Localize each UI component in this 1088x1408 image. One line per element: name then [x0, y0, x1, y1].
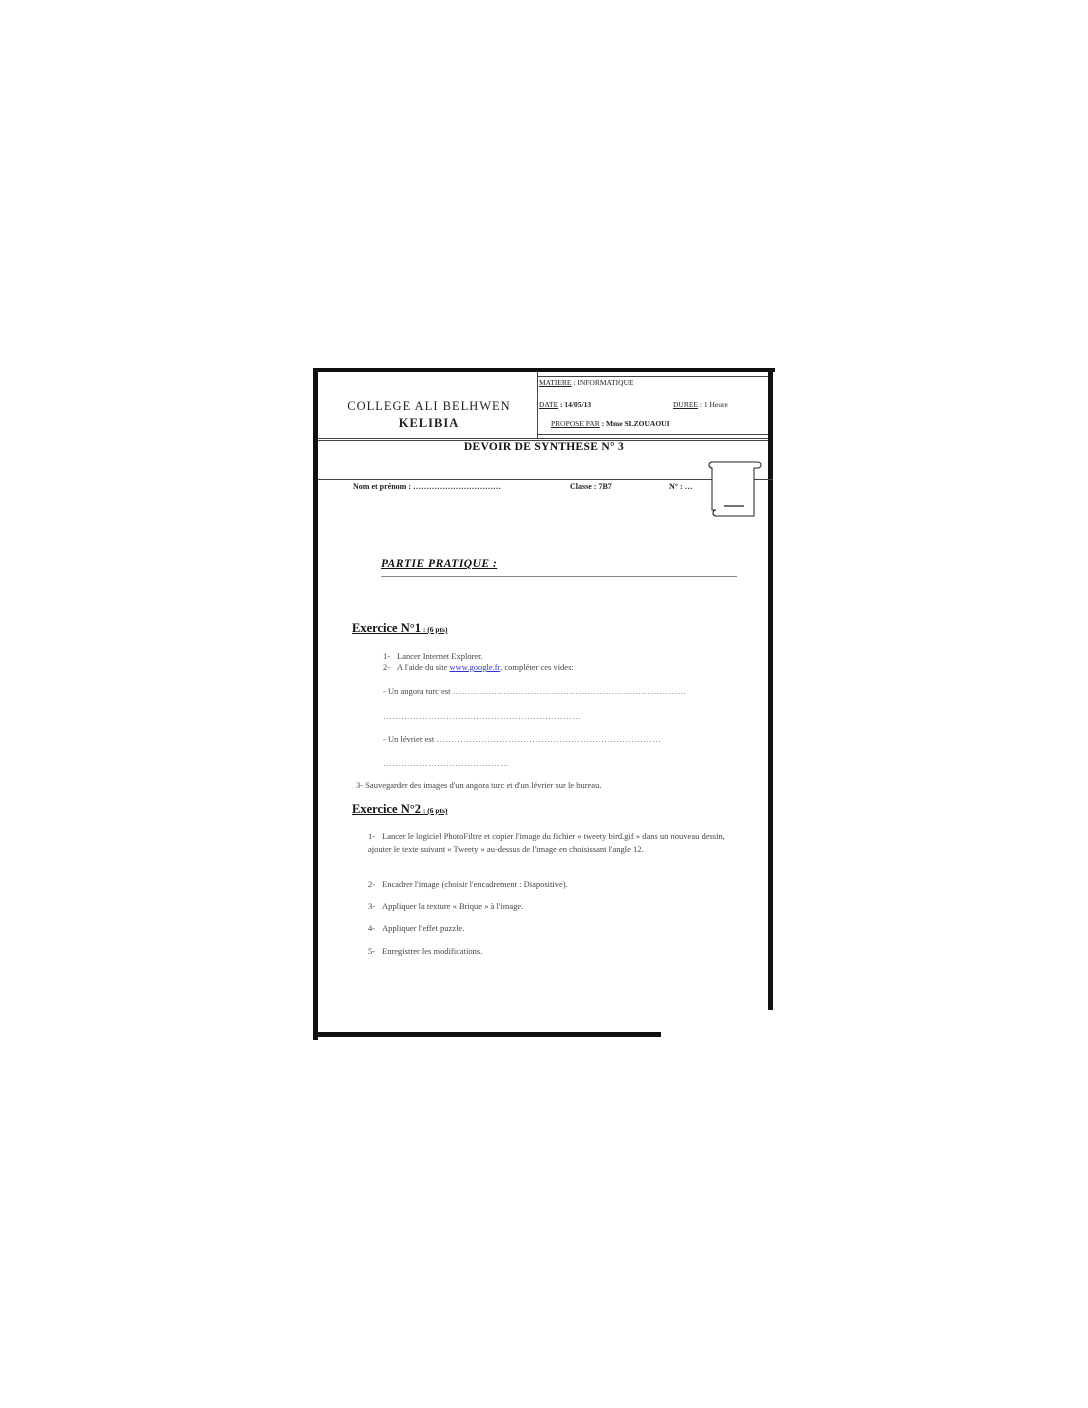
page-border-top [313, 368, 775, 372]
exercise2-title: Exercice N°2 : (6 pts) [352, 802, 448, 816]
section-heading: PARTIE PRATIQUE : [381, 558, 498, 570]
page-border-bottom [313, 1032, 661, 1037]
school-name [323, 398, 535, 432]
header-divider [537, 372, 538, 438]
exercise1-step: 2- A l'aide du site www.google.fr, compléter ces vides: [383, 662, 574, 672]
exercise2-step: 3- Appliquer la texture « Brique » à l'image. [368, 901, 524, 911]
school-line1: COLLEGE ALI BELHWEN [347, 399, 511, 413]
header-rule [538, 376, 768, 377]
exercise2-step: 4- Appliquer l'effet puzzle. [368, 923, 465, 933]
fill-in-line: - Un angora turc est …………………………………………………………………… [383, 686, 687, 696]
exercise1-step: 1- Lancer Internet Explorer. [383, 651, 483, 661]
page-border-left [313, 368, 318, 1040]
exercise1-title: Exercice N°1 : (6 pts) [352, 621, 448, 635]
name-rule [318, 479, 773, 480]
exercise2-step: 2- Encadrer l'image (choisir l'encadrement : Diapositive). [368, 879, 568, 889]
exam-title: DEVOIR DE SYNTHESE N° 3 [463, 441, 625, 453]
date-field: DATE : 14/05/13 [539, 400, 592, 409]
google-link[interactable]: www.google.fr [449, 662, 501, 672]
number-field: N° : … [669, 482, 693, 491]
author-field: PROPOSE PAR : Mme SLZOUAOUI [551, 419, 670, 428]
class-field: Classe : 7B7 [570, 482, 612, 491]
exercise2-step: 5- Enregistrer les modifications. [368, 946, 483, 956]
exercise1-save-step: 3- Sauvegarder des images d'un angora turc et d'un lévrier sur le bureau. [356, 780, 602, 790]
section-rule [381, 576, 737, 577]
duration-field: DUREE : 1 Heure [673, 400, 728, 409]
student-name-field: Nom et prénom : …………………………… [353, 482, 501, 491]
header-rule [318, 438, 768, 439]
fill-in-line: - Un lévrier est ………………………………………………………………… [383, 734, 662, 744]
fill-in-line: …………………………………… [383, 758, 509, 768]
scroll-icon [706, 458, 762, 526]
fill-in-line: ………………………………………………………… [383, 711, 581, 721]
school-line2: KELIBIA [398, 416, 460, 430]
exam-document [313, 368, 775, 1040]
subject-field: MATIERE : INFORMATIQUE [539, 378, 634, 387]
header-rule [538, 434, 768, 435]
exercise2-step: 1- Lancer le logiciel PhotoFiltre et copier l'image du fichier « tweety bird.gif » dans un nouveau dessin, ajouter le texte suivant « Tweety » au-dessus de l'image en choisissant l'angle 12. [368, 831, 725, 854]
page-border-right [768, 368, 773, 1010]
